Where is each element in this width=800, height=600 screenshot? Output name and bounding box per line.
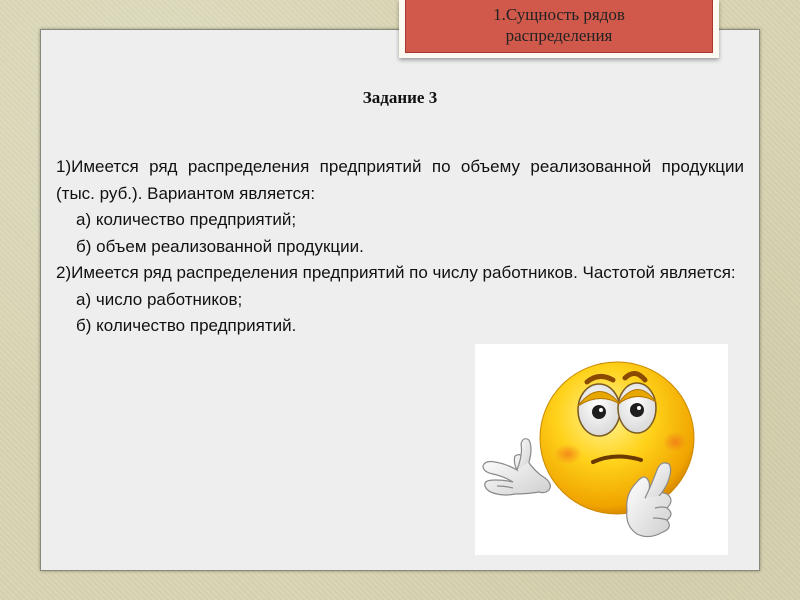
- question-2-text: 2)Имеется ряд распределения предприятий по числу работников. Частотой является:: [56, 263, 736, 282]
- task-body: [56, 154, 744, 340]
- question-2-option-b: б) количество предприятий.: [76, 316, 297, 335]
- question-1-text: 1)Имеется ряд распределения предприятий по объему реализованной продукции (тыс. руб.). Вариантом является:: [56, 157, 744, 203]
- question-1-option-b: б) объем реализованной продукции.: [76, 236, 364, 256]
- thinking-smiley-icon: [475, 344, 728, 555]
- question-1-option-a: а) количество предприятий;: [76, 210, 297, 229]
- title-frame: [399, 0, 719, 58]
- title-line-1: 1.Сущность рядов: [493, 5, 625, 24]
- question-2-option-a: а) число работников;: [76, 289, 243, 309]
- illustration-card: [475, 344, 728, 555]
- title-banner: [405, 0, 713, 53]
- task-heading: Задание 3: [362, 88, 438, 107]
- title-line-2: распределения: [505, 26, 613, 45]
